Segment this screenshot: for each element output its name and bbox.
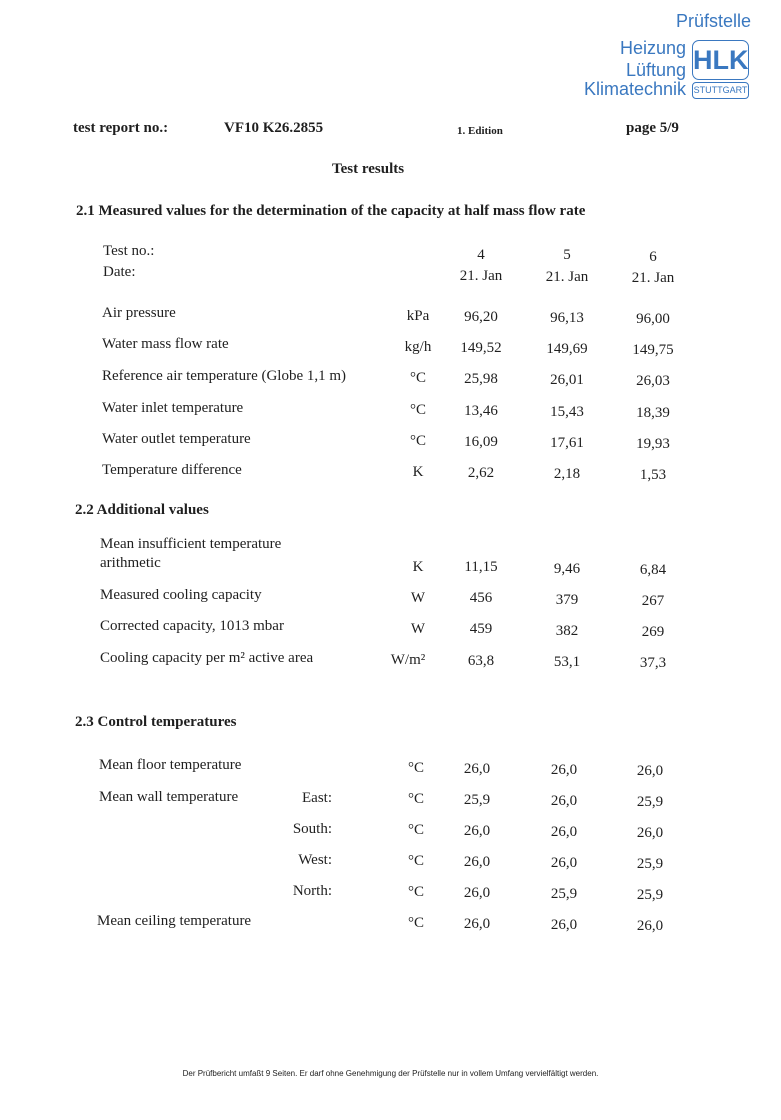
row-value-test-6: 269 bbox=[641, 624, 665, 640]
row-label: Reference air temperature (Globe 1,1 m) bbox=[102, 368, 347, 384]
row-unit: K bbox=[412, 559, 424, 575]
row-label: Air pressure bbox=[102, 305, 176, 321]
row-value-test-5: 379 bbox=[555, 592, 579, 608]
row-unit: °C bbox=[407, 791, 424, 807]
row-unit: °C bbox=[407, 884, 424, 900]
row-value-test-6: 26,0 bbox=[636, 763, 664, 779]
row-value-test-6: 26,0 bbox=[636, 918, 664, 934]
row-value-test-4: 96,20 bbox=[464, 309, 498, 325]
row-label: Temperature difference bbox=[102, 462, 242, 478]
edition: 1. Edition bbox=[457, 125, 503, 137]
date-label: Date: bbox=[103, 264, 136, 280]
row-value-test-4: 16,09 bbox=[464, 434, 498, 450]
row-value-test-4: 149,52 bbox=[460, 340, 502, 356]
row-value-test-4: 25,98 bbox=[464, 371, 498, 387]
row-label: Mean insufficient temperature bbox=[100, 536, 282, 552]
row-value-test-6: 96,00 bbox=[636, 311, 670, 327]
row-value-test-6: 19,93 bbox=[636, 436, 670, 452]
row-value-test-4: 459 bbox=[469, 621, 493, 637]
row-value-test-6: 6,84 bbox=[639, 562, 667, 578]
row-label: Cooling capacity per m² active area bbox=[100, 650, 314, 666]
row-value-test-4: 2,62 bbox=[467, 465, 495, 481]
row-value-test-4: 26,0 bbox=[463, 761, 491, 777]
test-no-6: 6 bbox=[649, 249, 657, 265]
logo-pruefstelle: Prüfstelle bbox=[676, 11, 752, 31]
row-value-test-4: 63,8 bbox=[467, 653, 495, 669]
row-value-test-5: 26,0 bbox=[550, 793, 578, 809]
row-value-test-5: 26,0 bbox=[550, 917, 578, 933]
row-value-test-5: 382 bbox=[555, 623, 579, 639]
row-value-test-5: 26,0 bbox=[550, 824, 578, 840]
test-no-label: Test no.: bbox=[103, 243, 155, 259]
row-label: Water inlet temperature bbox=[102, 400, 244, 416]
row-direction: East: bbox=[302, 790, 332, 806]
row-value-test-4: 456 bbox=[469, 590, 493, 606]
test-no-5: 5 bbox=[563, 247, 571, 263]
row-value-test-6: 26,03 bbox=[636, 373, 670, 389]
row-value-test-4: 26,0 bbox=[463, 916, 491, 932]
report-number: VF10 K26.2855 bbox=[224, 120, 324, 136]
report-number-label: test report no.: bbox=[73, 120, 169, 136]
row-value-test-6: 18,39 bbox=[636, 405, 670, 421]
row-value-test-5: 149,69 bbox=[546, 341, 588, 357]
row-value-test-5: 2,18 bbox=[553, 466, 581, 482]
row-value-test-6: 25,9 bbox=[636, 856, 664, 872]
row-unit: °C bbox=[409, 402, 426, 418]
row-value-test-4: 26,0 bbox=[463, 854, 491, 870]
logo-hlk-mark: HLK bbox=[692, 40, 749, 80]
row-unit: W bbox=[410, 590, 426, 606]
row-unit: °C bbox=[407, 915, 424, 931]
section-2-2-heading: 2.2 Additional values bbox=[75, 502, 209, 518]
row-unit: kg/h bbox=[404, 339, 432, 355]
row-label: Mean ceiling temperature bbox=[97, 913, 252, 929]
row-unit: °C bbox=[407, 760, 424, 776]
row-direction: West: bbox=[298, 852, 332, 868]
logo-lueftung: Lüftung bbox=[625, 60, 686, 80]
row-value-test-5: 25,9 bbox=[550, 886, 578, 902]
row-value-test-5: 15,43 bbox=[550, 404, 584, 420]
row-value-test-4: 11,15 bbox=[464, 559, 498, 575]
row-value-test-6: 26,0 bbox=[636, 825, 664, 841]
date-test-4: 21. Jan bbox=[459, 268, 503, 284]
logo-heizung: Heizung bbox=[619, 38, 686, 58]
section-2-3-heading: 2.3 Control temperatures bbox=[75, 714, 237, 730]
row-value-test-6: 37,3 bbox=[639, 655, 667, 671]
row-value-test-4: 25,9 bbox=[463, 792, 491, 808]
row-direction: North: bbox=[292, 883, 332, 899]
row-value-test-4: 26,0 bbox=[463, 885, 491, 901]
row-value-test-5: 26,0 bbox=[550, 855, 578, 871]
row-direction: South: bbox=[292, 821, 332, 837]
row-value-test-6: 1,53 bbox=[639, 467, 667, 483]
row-unit: °C bbox=[409, 433, 426, 449]
row-value-test-5: 9,46 bbox=[553, 561, 581, 577]
row-unit: °C bbox=[407, 853, 424, 869]
section-2-1-heading: 2.1 Measured values for the determination of the capacity at half mass flow rate bbox=[76, 203, 586, 219]
row-value-test-5: 26,01 bbox=[550, 372, 584, 388]
row-value-test-6: 267 bbox=[641, 593, 665, 609]
row-value-test-4: 13,46 bbox=[464, 403, 498, 419]
row-label: Measured cooling capacity bbox=[100, 587, 262, 603]
row-unit: K bbox=[412, 464, 424, 480]
row-value-test-6: 149,75 bbox=[632, 342, 674, 358]
row-value-test-5: 17,61 bbox=[550, 435, 584, 451]
row-label: Water outlet temperature bbox=[102, 431, 251, 447]
row-unit: °C bbox=[407, 822, 424, 838]
row-label: Mean floor temperature bbox=[99, 757, 242, 773]
logo-klimatechnik: Klimatechnik bbox=[583, 79, 686, 99]
row-unit: °C bbox=[409, 370, 426, 386]
row-label: Mean wall temperature bbox=[99, 789, 239, 805]
row-label: Water mass flow rate bbox=[102, 336, 229, 352]
date-test-5: 21. Jan bbox=[545, 269, 589, 285]
row-value-test-5: 53,1 bbox=[553, 654, 581, 670]
row-unit: W/m² bbox=[390, 652, 426, 668]
row-label-continued: arithmetic bbox=[100, 555, 161, 571]
row-value-test-4: 26,0 bbox=[463, 823, 491, 839]
page-number: page 5/9 bbox=[626, 120, 679, 136]
row-unit: kPa bbox=[406, 308, 430, 324]
test-no-4: 4 bbox=[477, 247, 485, 263]
footer-note: Der Prüfbericht umfaßt 9 Seiten. Er darf ohne Genehmigung der Prüfstelle nur in vollem Umfang vervielfältigt werden. bbox=[182, 1069, 599, 1078]
date-test-6: 21. Jan bbox=[631, 270, 675, 286]
row-unit: W bbox=[410, 621, 426, 637]
row-value-test-6: 25,9 bbox=[636, 887, 664, 903]
row-label: Corrected capacity, 1013 mbar bbox=[100, 618, 284, 634]
row-value-test-5: 26,0 bbox=[550, 762, 578, 778]
row-value-test-5: 96,13 bbox=[550, 310, 584, 326]
page-title: Test results bbox=[332, 161, 405, 177]
logo-stuttgart: STUTTGART bbox=[692, 82, 749, 99]
row-value-test-6: 25,9 bbox=[636, 794, 664, 810]
